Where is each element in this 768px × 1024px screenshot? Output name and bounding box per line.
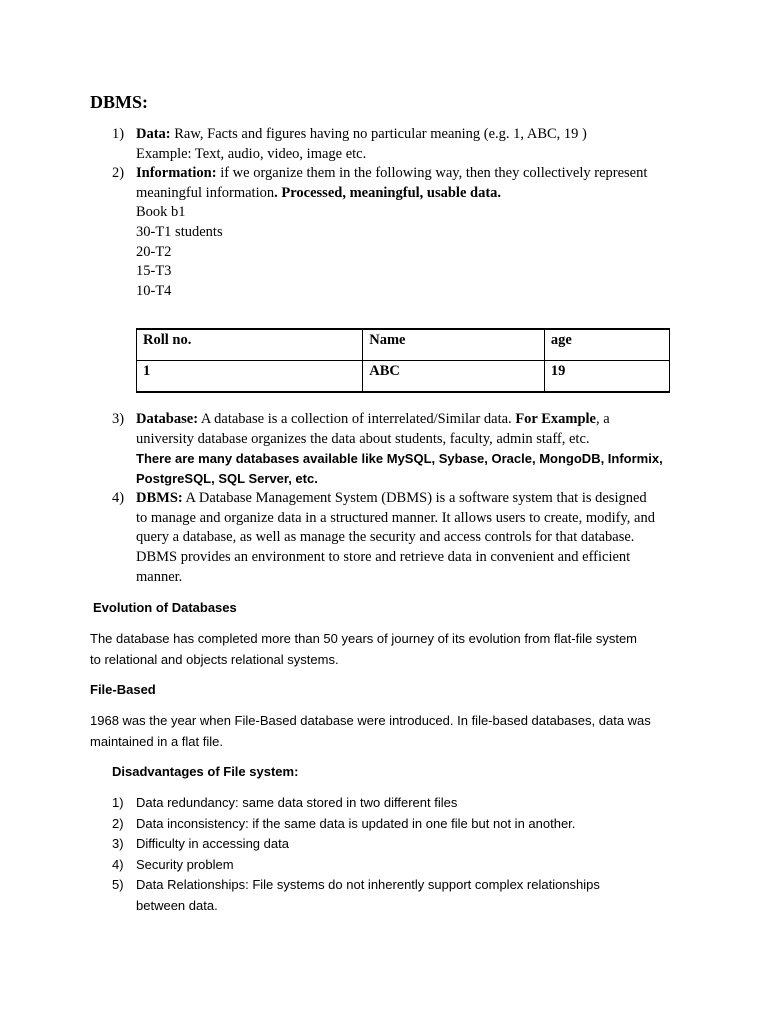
- table-header-cell: Roll no.: [137, 329, 363, 361]
- table-row: [137, 361, 670, 393]
- file-based-paragraph: [90, 710, 690, 752]
- info-line: 10-T4: [136, 282, 172, 299]
- definition-text: A database is a collection of interrelated/Similar data.: [198, 411, 516, 427]
- table-cell: ABC: [363, 361, 545, 393]
- list-item-database: [112, 410, 682, 489]
- list-item-text: Data redundancy: same data stored in two different files: [136, 795, 458, 810]
- list-number: 3): [112, 411, 125, 427]
- list-item-information: [112, 164, 682, 301]
- disadvantages-list: [112, 793, 672, 916]
- student-table: [136, 328, 670, 393]
- info-line: 30-T1 students: [136, 223, 223, 240]
- databases-examples-line-2: PostgreSQL, SQL Server, etc.: [136, 471, 318, 487]
- paragraph-line: to relational and objects relational systems.: [90, 652, 339, 667]
- list-item: [112, 855, 672, 876]
- table-cell: 1: [137, 361, 363, 393]
- list-item-text-2: between data.: [136, 897, 218, 913]
- paragraph-line: maintained in a flat file.: [90, 734, 223, 749]
- list-number: 1): [112, 126, 125, 142]
- table-header-cell: age: [544, 329, 669, 361]
- info-line: 15-T3: [136, 263, 172, 280]
- disadvantages-heading: Disadvantages of File system:: [112, 764, 299, 779]
- table-header-cell: Name: [363, 329, 545, 361]
- definition-list-2: [112, 410, 682, 587]
- table-header-row: [137, 329, 670, 361]
- dbms-line: to manage and organize data in a structured manner. It allows users to create, modify, and: [136, 509, 655, 526]
- term-database: Database:: [136, 411, 199, 427]
- example-line: Example: Text, audio, video, image etc.: [136, 145, 367, 162]
- info-line: Book b1: [136, 204, 186, 221]
- list-item: [112, 793, 672, 814]
- definition-line-2: university database organizes the data about students, faculty, admin staff, etc.: [136, 430, 590, 447]
- definition-bold-text: . Processed, meaningful, usable data.: [274, 184, 502, 201]
- definition-text: A Database Management System (DBMS) is a software system that is designed: [182, 490, 647, 507]
- list-item-text: Data Relationships: File systems do not inherently support complex relationships: [136, 877, 600, 892]
- paragraph-line: The database has completed more than 50 years of journey of its evolution from flat-file system: [90, 631, 637, 646]
- list-number: 3): [112, 836, 124, 851]
- list-number: 2): [112, 815, 124, 831]
- list-item: [112, 814, 672, 835]
- dbms-line: query a database, as well as manage the security and access controls for that database.: [136, 529, 635, 546]
- dbms-line: manner.: [136, 568, 183, 585]
- definition-text: Raw, Facts and figures having no particular meaning (e.g. 1, ABC, 19 ): [170, 126, 587, 142]
- definition-text-2: meaningful information: [136, 184, 275, 201]
- list-item: [112, 875, 672, 916]
- term-dbms: DBMS:: [136, 490, 183, 507]
- term-information: Information:: [136, 165, 217, 182]
- info-line: 20-T2: [136, 243, 172, 260]
- definition-list-1: [112, 125, 682, 301]
- for-example-text: For Example: [515, 411, 596, 427]
- list-item-dbms: [112, 489, 682, 587]
- list-number: 2): [112, 165, 125, 182]
- definition-text-after: , a: [596, 411, 610, 427]
- list-item-text: Security problem: [136, 856, 234, 872]
- dbms-line: DBMS provides an environment to store and retrieve data in convenient and efficient: [136, 548, 631, 565]
- list-number: 4): [112, 856, 124, 872]
- evolution-paragraph: [90, 628, 690, 670]
- list-number: 5): [112, 877, 124, 892]
- file-based-heading: File-Based: [90, 682, 156, 697]
- list-number: 4): [112, 490, 125, 507]
- table-cell: 19: [544, 361, 669, 393]
- definition-text: if we organize them in the following way, then they collectively represent: [216, 165, 648, 182]
- list-number: 1): [112, 795, 124, 810]
- list-item: [112, 834, 672, 855]
- list-item-text: Difficulty in accessing data: [136, 836, 289, 851]
- term-data: Data:: [136, 126, 171, 142]
- list-item-data: [112, 125, 682, 164]
- evolution-heading: Evolution of Databases: [93, 600, 237, 615]
- databases-examples-line-1: There are many databases available like MySQL, Sybase, Oracle, MongoDB, Informix,: [136, 451, 663, 467]
- paragraph-line: 1968 was the year when File-Based database were introduced. In file-based databases, data was: [90, 713, 651, 728]
- list-item-text: Data inconsistency: if the same data is updated in one file but not in another.: [136, 815, 576, 831]
- page-title: DBMS:: [90, 92, 148, 112]
